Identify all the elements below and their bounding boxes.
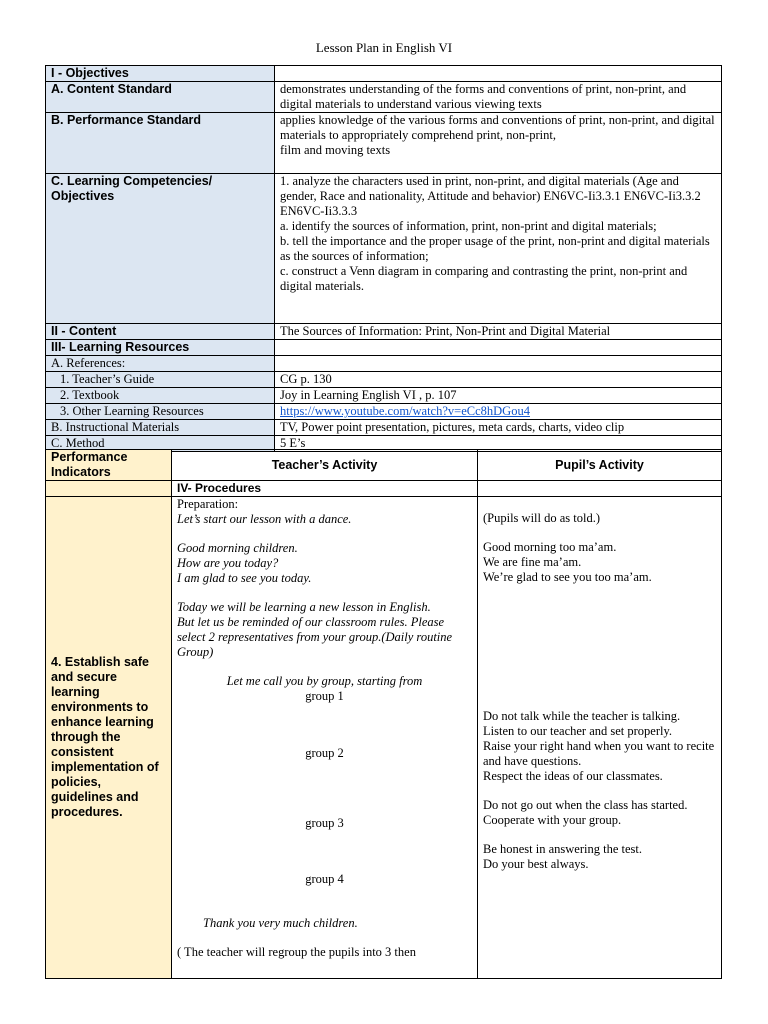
performance-standard-line: film and moving texts	[280, 143, 391, 157]
content-text: The Sources of Information: Print, Non-Print and Digital Material	[275, 324, 722, 340]
textbook-label: 2. Textbook	[46, 388, 275, 404]
teacher-activity-cell	[172, 497, 478, 979]
empty-cell	[275, 66, 722, 82]
other-resources-cell	[275, 404, 722, 420]
performance-indicator-cell	[46, 497, 172, 979]
content-standard-text: demonstrates understanding of the forms and conventions of print, non-print, and digital materials to understand various viewing texts	[275, 82, 722, 113]
activity-table	[45, 449, 722, 979]
competencies-text	[275, 174, 722, 324]
method-value: 5 E’s	[275, 436, 722, 452]
empty-indicator-cell	[46, 481, 172, 497]
pupil-line: Do not go out when the class has started.	[483, 798, 688, 812]
pupil-line: Respect the ideas of our classmates.	[483, 769, 663, 783]
group-label: group 3	[305, 816, 344, 830]
empty-cell	[275, 356, 722, 372]
pupil-activity-header: Pupil’s Activity	[478, 450, 722, 481]
references-label: A. References:	[46, 356, 275, 372]
competency-line: a. identify the sources of information, print, non-print and digital materials;	[280, 219, 657, 233]
competencies-label: C. Learning Competencies/ Objectives	[46, 174, 275, 324]
teacher-line: Good morning children.	[177, 541, 298, 555]
document-title: Lesson Plan in English VI	[315, 40, 453, 55]
teacher-line: But let us be reminded of our classroom rules. Please select 2 representatives from your group.(Daily routine Group)	[177, 615, 453, 659]
resources-heading: III- Learning Resources	[46, 340, 275, 356]
competency-line: c. construct a Venn diagram in comparing and contrasting the print, non-print and digital materials.	[280, 264, 688, 293]
pupil-line: Cooperate with your group.	[483, 813, 622, 827]
group-label: group 1	[305, 689, 344, 703]
method-label: C. Method	[46, 436, 275, 452]
pupil-line: Be honest in answering the test.	[483, 842, 642, 856]
teacher-activity-header: Teacher’s Activity	[172, 450, 478, 481]
empty-cell	[478, 481, 722, 497]
content-standard-label: A. Content Standard	[46, 82, 275, 113]
objectives-heading: I - Objectives	[46, 66, 275, 82]
pupil-line: Listen to our teacher and set properly.	[483, 724, 673, 738]
pupil-line: Do your best always.	[483, 857, 589, 871]
teacher-line: I am glad to see you today.	[177, 571, 312, 585]
instructional-materials-value: TV, Power point presentation, pictures, meta cards, charts, video clip	[275, 420, 722, 436]
group-label: group 2	[305, 746, 344, 760]
teachers-guide-value: CG p. 130	[275, 372, 722, 388]
pupil-line: We’re glad to see you too ma’am.	[483, 570, 652, 584]
pupil-line: Do not talk while the teacher is talking.	[483, 709, 681, 723]
teacher-line: Today we will be learning a new lesson in English.	[177, 600, 431, 614]
teacher-line: ( The teacher will regroup the pupils into 3 then	[177, 945, 416, 959]
teacher-line: How are you today?	[177, 556, 279, 570]
teacher-line: Preparation:	[177, 497, 239, 511]
lesson-info-table	[45, 65, 722, 452]
pupil-line: (Pupils will do as told.)	[483, 511, 601, 525]
performance-indicator-text: 4. Establish safe and secure learning environments to enhance learning through the consistent implementation of policies, guidelines and procedures.	[51, 655, 159, 819]
pupil-line: We are fine ma’am.	[483, 555, 582, 569]
performance-indicators-header: Performance Indicators	[46, 450, 172, 481]
pupil-line: Raise your right hand when you want to recite and have questions.	[483, 739, 715, 768]
competency-line: b. tell the importance and the proper usage of the print, non-print and digital materials as the sources of information;	[280, 234, 710, 263]
teacher-line: Let’s start our lesson with a dance.	[177, 512, 352, 526]
pupil-activity-cell	[478, 497, 722, 979]
teacher-line: Let me call you by group, starting from	[226, 674, 423, 688]
performance-standard-text	[275, 113, 722, 174]
competency-line: 1. analyze the characters used in print, non-print, and digital materials (Age and gender, Race and nationality, Attitude and behavior) EN6VC-Ii3.3.1 EN6VC-Ii3.3.2 EN6VC-Ii3.3.3	[280, 174, 701, 218]
content-heading: II - Content	[46, 324, 275, 340]
instructional-materials-label: B. Instructional Materials	[46, 420, 275, 436]
pupil-line: Good morning too ma’am.	[483, 540, 617, 554]
teacher-line: Thank you very much children.	[203, 916, 358, 930]
performance-standard-line: applies knowledge of the various forms and conventions of print, non-print, and digital materials to appropriately comprehend print, non-print,	[280, 113, 715, 142]
teachers-guide-label: 1. Teacher’s Guide	[46, 372, 275, 388]
empty-cell	[275, 340, 722, 356]
group-label: group 4	[305, 872, 344, 886]
other-resources-label: 3. Other Learning Resources	[46, 404, 275, 420]
procedures-heading: IV- Procedures	[172, 481, 478, 497]
textbook-value: Joy in Learning English VI , p. 107	[275, 388, 722, 404]
performance-standard-label: B. Performance Standard	[46, 113, 275, 174]
youtube-link[interactable]: https://www.youtube.com/watch?v=eCc8hDGou4	[280, 404, 530, 418]
